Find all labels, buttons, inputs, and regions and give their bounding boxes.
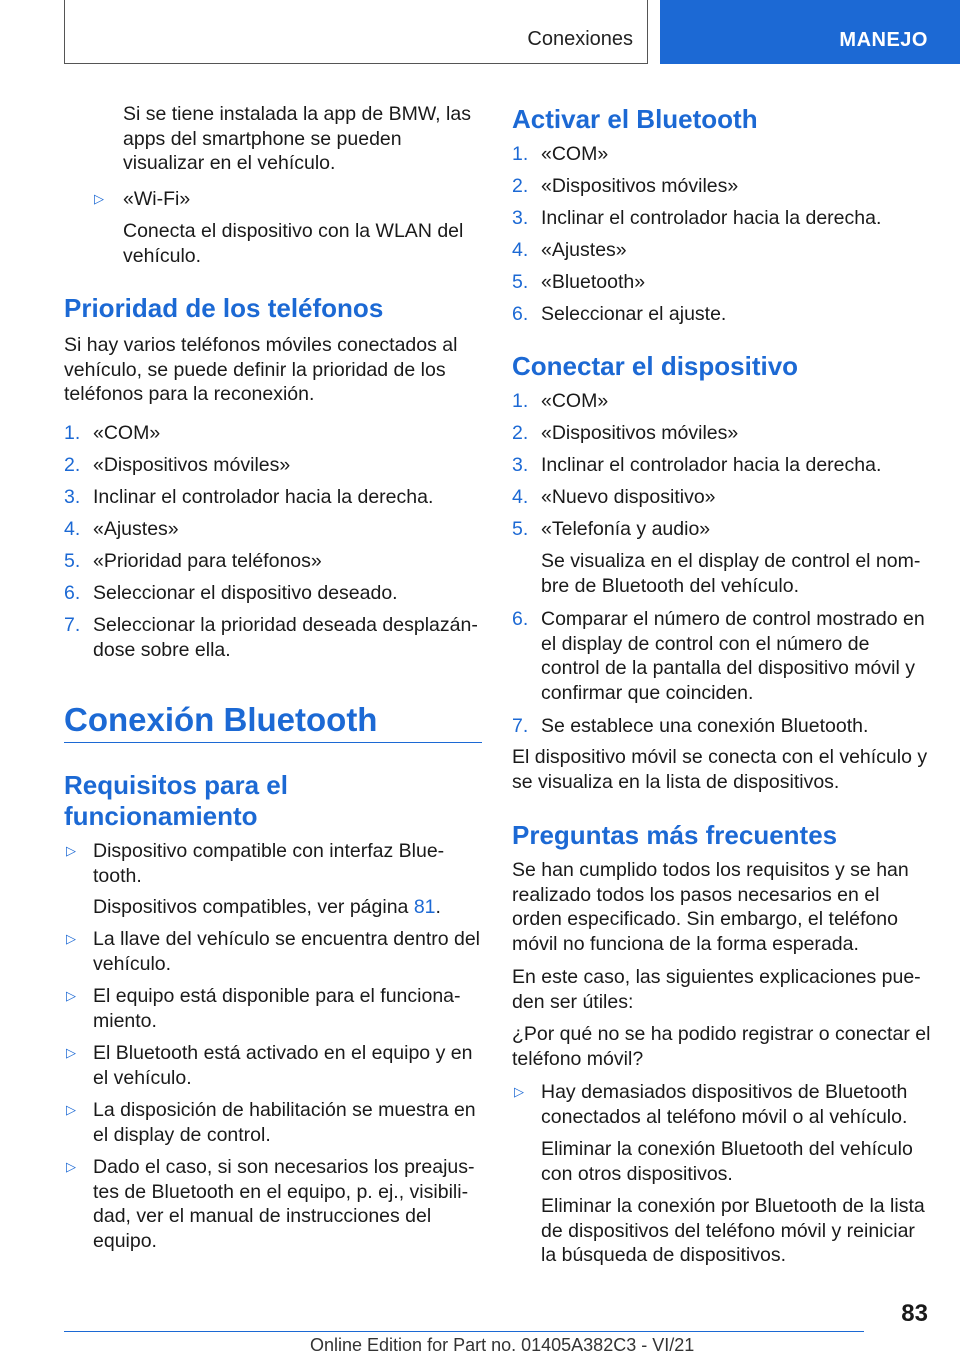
header-tab-label: MANEJO bbox=[839, 29, 928, 51]
step-number: 4. bbox=[512, 239, 529, 261]
bullet-icon: ▷ bbox=[66, 1102, 76, 1117]
page-number: 83 bbox=[901, 1300, 928, 1327]
section-rule bbox=[64, 742, 482, 743]
header-tab[interactable] bbox=[660, 0, 960, 64]
step-number: 2. bbox=[64, 454, 81, 476]
step-text: Inclinar el controlador hacia la derecha. bbox=[93, 486, 434, 508]
step-number: 6. bbox=[512, 608, 529, 630]
step-number: 6. bbox=[512, 303, 529, 325]
footer-edition: Online Edition for Part no. 01405A382C3 - VI/21 bbox=[310, 1335, 695, 1355]
step-text: «COM» bbox=[93, 422, 161, 444]
step-number: 6. bbox=[64, 582, 81, 604]
requirement-item: Dado el caso, si son necesarios los preajustes de Bluetooth en el equipo, p. ej., visibilidad, ver el manual de instrucciones del equipo. bbox=[93, 1156, 475, 1252]
header-section-label: Conexiones bbox=[527, 28, 633, 50]
step-number: 1. bbox=[64, 422, 81, 444]
priority-title: Prioridad de los teléfonos bbox=[64, 293, 384, 323]
step-text: Seleccionar la prioridad deseada desplazándose sobre ella. bbox=[93, 614, 478, 661]
page-link[interactable]: 81 bbox=[413, 896, 436, 918]
step-text: Inclinar el controlador hacia la derecha. bbox=[541, 454, 882, 476]
step-number: 3. bbox=[512, 454, 529, 476]
faq-item: Hay demasiados dispositivos de Bluetooth conectados al teléfono móvil o al vehículo. bbox=[541, 1081, 908, 1128]
step-number: 7. bbox=[512, 715, 529, 737]
step-number: 2. bbox=[512, 175, 529, 197]
bullet-icon: ▷ bbox=[66, 1045, 76, 1060]
step-text: Seleccionar el dispositivo deseado. bbox=[93, 582, 398, 604]
step-number: 5. bbox=[512, 271, 529, 293]
bluetooth-section-title: Conexión Bluetooth bbox=[64, 701, 378, 738]
wifi-item: «Wi-Fi» bbox=[123, 188, 191, 210]
footer-rule bbox=[64, 1331, 864, 1332]
compat-ref-suffix: . bbox=[435, 896, 441, 918]
step-text: Comparar el número de control mostrado en el display de control con el número de control de la pantalla del dispositivo móvil y confirmar que coinciden. bbox=[541, 608, 925, 704]
bullet-icon: ▷ bbox=[66, 931, 76, 946]
step-text: «COM» bbox=[541, 143, 609, 165]
bullet-icon: ▷ bbox=[514, 1084, 524, 1099]
step-number: 5. bbox=[64, 550, 81, 572]
step-text: «COM» bbox=[541, 390, 609, 412]
step-description: Se visualiza en el display de control el nombre de Bluetooth del vehículo. bbox=[541, 550, 921, 597]
faq-title: Preguntas más frecuentes bbox=[512, 820, 838, 850]
step-number: 3. bbox=[64, 486, 81, 508]
step-number: 5. bbox=[512, 518, 529, 540]
compat-devices-ref bbox=[93, 895, 482, 920]
requirement-item: La disposición de habilitación se muestra en el display de control. bbox=[93, 1099, 476, 1146]
connect-result: El dispositivo móvil se conecta con el vehículo y se visualiza en la lista de dispositivos. bbox=[512, 746, 928, 793]
requirement-item: El Bluetooth está activado en el equipo y en el vehículo. bbox=[93, 1042, 473, 1089]
step-text: «Dispositivos móviles» bbox=[541, 422, 739, 444]
step-number: 2. bbox=[512, 422, 529, 444]
requirements-title: Requisitos para el funcionamiento bbox=[64, 770, 288, 831]
step-text: Seleccionar el ajuste. bbox=[541, 303, 727, 325]
connect-device-title: Conectar el dispositivo bbox=[512, 351, 799, 381]
step-text: «Dispositivos móviles» bbox=[541, 175, 739, 197]
compat-ref-text: Dispositivos compatibles, ver página bbox=[93, 896, 414, 918]
step-text: Inclinar el controlador hacia la derecha. bbox=[541, 207, 882, 229]
faq-solution-1: Eliminar la conexión Bluetooth del vehículo con otros dispositivos. bbox=[541, 1138, 913, 1185]
faq-paragraph-1: Se han cumplido todos los requisitos y se han realizado todos los pasos necesarios en el orden especificado. Sin embargo, el teléfono móvil no funciona de la forma esperada. bbox=[512, 859, 909, 955]
intro-continuation: Si se tiene instalada la app de BMW, las apps del smartphone se pueden visualizar en el vehículo. bbox=[123, 103, 471, 174]
bullet-icon: ▷ bbox=[94, 191, 104, 206]
step-number: 7. bbox=[64, 614, 81, 636]
requirement-item: Dispositivo compatible con interfaz Bluetooth. bbox=[93, 840, 445, 887]
faq-question: ¿Por qué no se ha podido registrar o conectar el teléfono móvil? bbox=[512, 1023, 931, 1070]
faq-paragraph-2: En este caso, las siguientes explicaciones pueden ser útiles: bbox=[512, 966, 921, 1013]
activate-bluetooth-title: Activar el Bluetooth bbox=[512, 104, 758, 134]
wifi-description: Conecta el dispositivo con la WLAN del vehículo. bbox=[123, 220, 464, 267]
requirement-item: La llave del vehículo se encuentra dentro del vehículo. bbox=[93, 928, 481, 975]
step-text: Se establece una conexión Bluetooth. bbox=[541, 715, 869, 737]
bullet-icon: ▷ bbox=[66, 843, 76, 858]
step-text: «Telefonía y audio» bbox=[541, 518, 711, 540]
step-text: «Nuevo dispositivo» bbox=[541, 486, 716, 508]
step-text: «Bluetooth» bbox=[541, 271, 646, 293]
step-text: «Prioridad para teléfonos» bbox=[93, 550, 322, 572]
step-text: «Ajustes» bbox=[541, 239, 627, 261]
header-section-box bbox=[64, 0, 648, 64]
step-number: 3. bbox=[512, 207, 529, 229]
step-number: 4. bbox=[512, 486, 529, 508]
step-number: 1. bbox=[512, 143, 529, 165]
priority-body: Si hay varios teléfonos móviles conectados al vehículo, se puede definir la prioridad de los teléfonos para la reconexión. bbox=[64, 334, 458, 405]
bullet-icon: ▷ bbox=[66, 988, 76, 1003]
requirement-item: El equipo está disponible para el funcionamiento. bbox=[93, 985, 461, 1032]
step-number: 1. bbox=[512, 390, 529, 412]
step-text: «Ajustes» bbox=[93, 518, 179, 540]
step-number: 4. bbox=[64, 518, 81, 540]
bullet-icon: ▷ bbox=[66, 1159, 76, 1174]
step-text: «Dispositivos móviles» bbox=[93, 454, 291, 476]
faq-solution-2: Eliminar la conexión por Bluetooth de la lista de dispositivos del teléfono móvil y reiniciar la búsqueda de dispositivos. bbox=[541, 1195, 925, 1266]
